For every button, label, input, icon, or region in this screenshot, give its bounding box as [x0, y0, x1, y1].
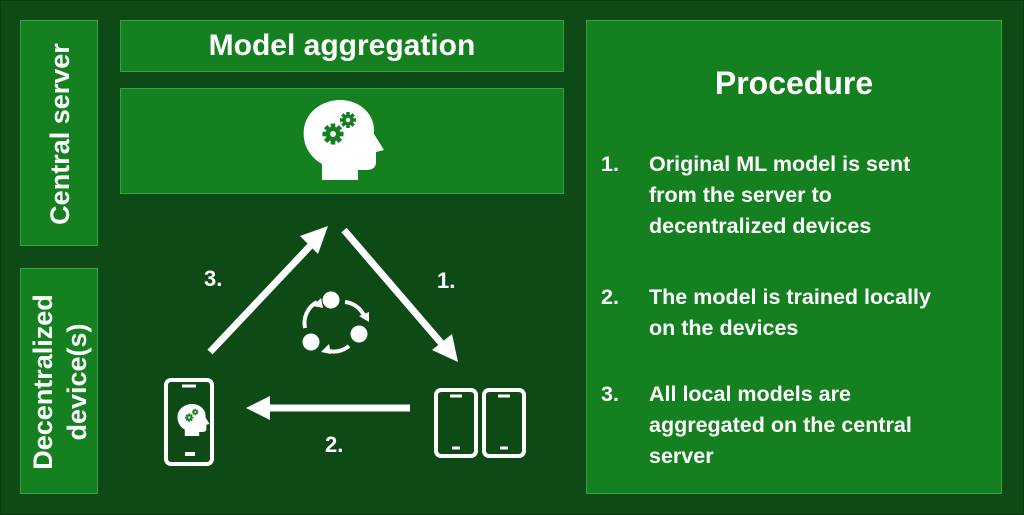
phone-icon [436, 390, 476, 456]
arrow-icon [210, 226, 328, 352]
step-number: 2. [601, 285, 619, 309]
procedure-title: Procedure [714, 65, 874, 101]
step-line: decentralized devices [649, 214, 872, 238]
head-gears-icon [304, 100, 384, 180]
central-server-label: Central server [45, 43, 75, 225]
decentralized-label-line2: device(s) [62, 323, 92, 441]
step-line: from the server to [649, 183, 832, 207]
cycle-step-2-label: 2. [325, 432, 344, 457]
step-line: Original ML model is sent [649, 152, 911, 176]
step-number: 1. [601, 152, 619, 176]
phone-icon [484, 390, 524, 456]
step-line: aggregated on the central [649, 413, 912, 437]
model-aggregation-title: Model aggregation [208, 29, 476, 62]
phone-head-icon [166, 380, 212, 464]
cycle-step-3-label: 3. [204, 266, 223, 291]
arrow-icon [246, 396, 410, 420]
step-line: on the devices [649, 316, 799, 340]
step-number: 3. [601, 382, 619, 406]
decentralized-label-line1: Decentralized [28, 294, 58, 470]
step-line: All local models are [649, 382, 851, 406]
step-line: The model is trained locally [649, 285, 931, 309]
step-line: server [649, 444, 714, 468]
cycle-step-1-label: 1. [437, 268, 456, 293]
cycle-icon [303, 292, 370, 355]
